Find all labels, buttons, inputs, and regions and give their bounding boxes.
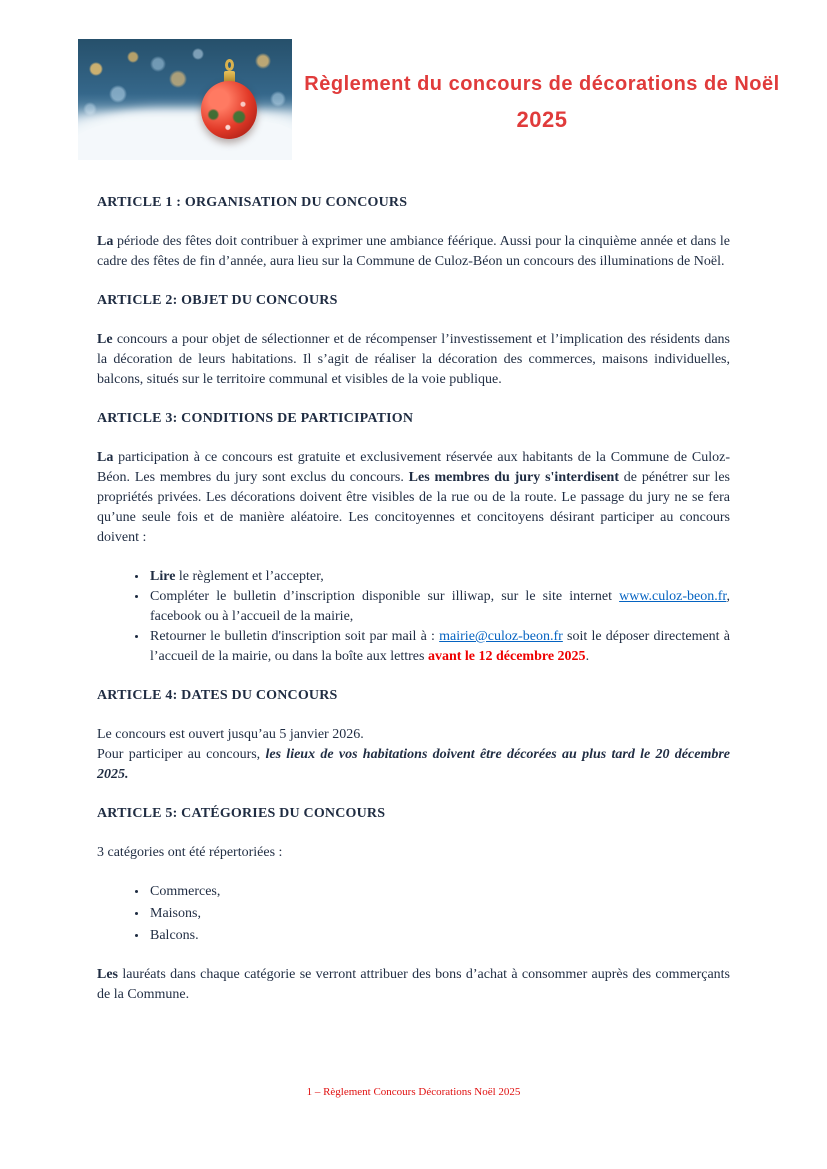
snow-graphic (78, 122, 292, 160)
ornament-ring-graphic (225, 59, 234, 71)
page-footer: 1 – Règlement Concours Décorations Noël 2025 (306, 1086, 521, 1098)
prizes-paragraph (97, 965, 730, 1005)
document-header (78, 39, 792, 160)
article-1-heading: ARTICLE 1 : ORGANISATION DU CONCOURS (97, 195, 408, 210)
paragraph-lead-word: Les (97, 967, 118, 982)
christmas-bauble-photo (78, 39, 292, 160)
paragraph-text: de pénétrer sur les propriétés privées. Les décorations doivent être visibles de la rue ou de la route. Le passage du jury ne se fera qu’une seule fois et de manière aléatoire. Les concitoyennes et concitoyens désirant participer au concours doivent : (97, 470, 730, 545)
document-body (97, 193, 730, 1024)
article-2-heading: ARTICLE 2: OBJET DU CONCOURS (97, 293, 338, 308)
title-line-1: Règlement du concours de décorations de Noël (304, 73, 780, 95)
list-item-text: le règlement et l’accepter, (175, 569, 324, 584)
categories-intro: 3 catégories ont été répertoriées : (97, 845, 283, 860)
participation-steps-list (97, 567, 730, 667)
paragraph-text: participation à ce concours est gratuite et exclusivement réservée aux habitants de la Commune de Culoz-Béon. Les membres du jury sont exclus du concours. (97, 450, 730, 485)
list-item (148, 567, 730, 587)
categories-list (97, 882, 730, 946)
article-3-paragraph (97, 448, 730, 548)
website-link[interactable]: www.culoz-beon.fr (619, 589, 727, 604)
article-4-paragraph (97, 725, 730, 785)
list-item-lead-word: Lire (150, 569, 176, 584)
list-item: • Maisons, (148, 904, 730, 924)
paragraph-bold-text: Les membres du jury s'interdisent (408, 470, 619, 485)
ornament-graphic (201, 81, 257, 139)
list-item: • Commerces, (148, 882, 730, 902)
paragraph-text: lauréats dans chaque catégorie se verront attribuer des bons d’achat à consommer auprès des commerçants de la Commune. (97, 967, 730, 1002)
article-2-paragraph (97, 330, 730, 390)
list-item: • Balcons. (148, 926, 730, 946)
list-item-text: Compléter le bulletin d’inscription disponible sur illiwap, sur le site internet (150, 589, 620, 604)
paragraph-text: concours a pour objet de sélectionner et de récompenser l’investissement et l’implication des résidents dans la décoration de leurs habitations. Il s’agit de réaliser la décoration des commerces, maisons individuelles, balcons, situés sur le territoire communal et visibles de la voie publique. (97, 332, 730, 387)
decoration-deadline-emphasis: les lieux de vos habitations doivent être décorées au plus tard le 20 décembre 2025. (97, 747, 730, 782)
article-4-heading: ARTICLE 4: DATES DU CONCOURS (97, 688, 338, 703)
paragraph-lead-word: Le (97, 332, 113, 347)
list-item (148, 627, 730, 667)
article-1-paragraph (97, 232, 730, 272)
paragraph-lead-word: La (97, 234, 114, 249)
list-item-text: Retourner le bulletin d'inscription soit par mail à : (150, 629, 440, 644)
document-title (292, 39, 792, 137)
list-item-text: soit le déposer directement à l’accueil de la mairie, ou dans la boîte aux lettres (150, 629, 730, 664)
paragraph-text: période des fêtes doit contribuer à exprimer une ambiance féérique. Aussi pour la cinquième année et dans le cadre des fêtes de fin d’année, aura lieu sur la Commune de Culoz-Béon un concours des illuminations de Noël. (97, 234, 730, 269)
paragraph-lead-word: La (97, 450, 114, 465)
article-5-heading: ARTICLE 5: CATÉGORIES DU CONCOURS (97, 806, 386, 821)
paragraph-text: Pour participer au concours, (97, 747, 266, 762)
paragraph-text: Le concours est ouvert jusqu’au 5 janvier 2026. (97, 727, 364, 742)
list-item-text: . (585, 649, 590, 664)
title-line-2: 2025 (516, 107, 568, 132)
list-item-text: , facebook ou à l’accueil de la mairie, (150, 589, 730, 624)
article-3-heading: ARTICLE 3: CONDITIONS DE PARTICIPATION (97, 411, 414, 426)
email-link[interactable]: mairie@culoz-beon.fr (439, 629, 563, 644)
deadline-highlight: avant le 12 décembre 2025 (427, 649, 586, 664)
list-item (148, 587, 730, 627)
